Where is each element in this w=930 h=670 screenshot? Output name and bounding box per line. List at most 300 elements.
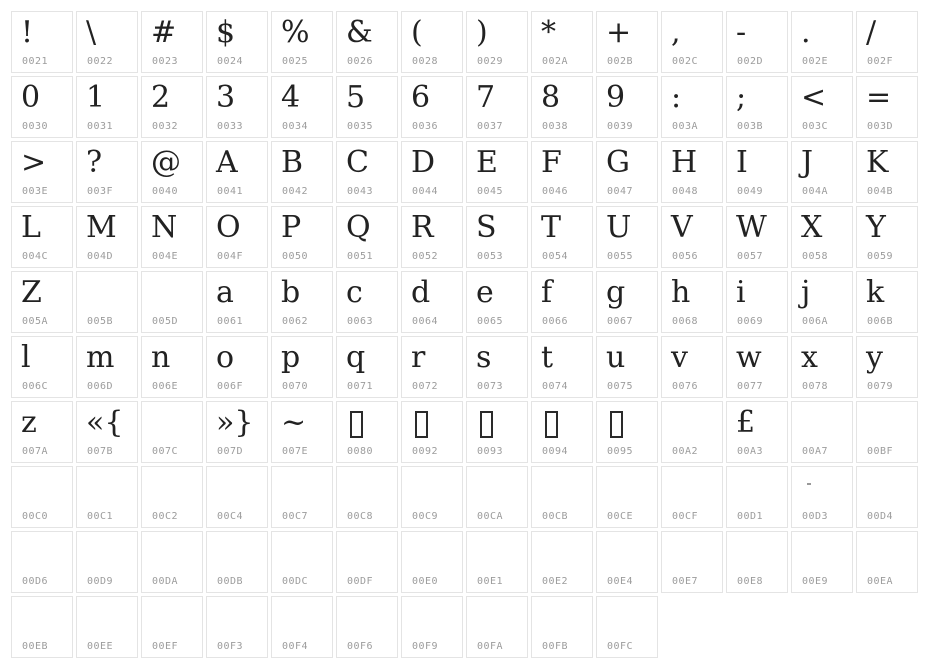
glyph: X xyxy=(801,210,823,245)
codepoint-label: 004D xyxy=(87,251,114,262)
codepoint-label: 0055 xyxy=(607,251,634,262)
glyph: < xyxy=(801,80,827,115)
codepoint-label: 0094 xyxy=(542,446,569,457)
glyph-cell xyxy=(11,596,73,658)
codepoint-label: 00C0 xyxy=(22,511,49,522)
glyph xyxy=(77,272,137,275)
glyph-cell xyxy=(11,531,73,593)
codepoint-label: 006F xyxy=(217,381,244,392)
glyph: A xyxy=(216,145,238,180)
missing-glyph-box-icon xyxy=(545,411,558,438)
glyph-cell xyxy=(141,466,203,528)
glyph xyxy=(597,597,657,600)
codepoint-label: 00CA xyxy=(477,511,504,522)
glyph-cell xyxy=(531,466,593,528)
glyph xyxy=(597,532,657,535)
glyph xyxy=(467,532,527,535)
glyph xyxy=(727,467,787,470)
glyph: r xyxy=(411,340,426,375)
codepoint-label: 0052 xyxy=(412,251,439,262)
codepoint-label: 0021 xyxy=(22,56,49,67)
codepoint-label: 0079 xyxy=(867,381,894,392)
codepoint-label: 0050 xyxy=(282,251,309,262)
codepoint-label: 00FB xyxy=(542,641,569,652)
codepoint-label: 003E xyxy=(22,186,49,197)
glyph: O xyxy=(216,210,241,245)
glyph xyxy=(402,532,462,535)
glyph xyxy=(272,532,332,535)
glyph: i xyxy=(736,275,746,310)
glyph: \ xyxy=(86,15,97,50)
glyph-cell xyxy=(856,11,918,73)
glyph-cell xyxy=(596,596,658,658)
glyph-cell xyxy=(76,466,138,528)
glyph xyxy=(207,467,267,470)
glyph-cell xyxy=(726,336,788,398)
tiny-accent-mark-icon xyxy=(807,483,811,485)
codepoint-label: 0034 xyxy=(282,121,309,132)
glyph-cell xyxy=(531,531,593,593)
glyph: q xyxy=(346,340,366,375)
glyph: N xyxy=(151,210,178,245)
glyph-cell xyxy=(726,401,788,463)
glyph-cell xyxy=(11,401,73,463)
glyph xyxy=(142,532,202,535)
glyph-cell xyxy=(726,76,788,138)
codepoint-label: 00C1 xyxy=(87,511,114,522)
glyph-cell xyxy=(271,271,333,333)
glyph-cell xyxy=(531,271,593,333)
glyph: d xyxy=(411,275,431,310)
glyph: h xyxy=(671,275,691,310)
glyph: G xyxy=(606,145,630,180)
glyph xyxy=(142,467,202,470)
codepoint-label: 00FA xyxy=(477,641,504,652)
glyph: + xyxy=(606,15,632,50)
codepoint-label: 0058 xyxy=(802,251,829,262)
codepoint-label: 00E7 xyxy=(672,576,699,587)
glyph-cell xyxy=(336,271,398,333)
glyph-cell xyxy=(336,401,398,463)
glyph-cell xyxy=(791,336,853,398)
codepoint-label: 0028 xyxy=(412,56,439,67)
codepoint-label: 00E2 xyxy=(542,576,569,587)
codepoint-label: 0078 xyxy=(802,381,829,392)
glyph-cell xyxy=(141,76,203,138)
codepoint-label: 0047 xyxy=(607,186,634,197)
glyph xyxy=(857,402,917,405)
glyph-cell xyxy=(206,336,268,398)
codepoint-label: 003F xyxy=(87,186,114,197)
glyph: W xyxy=(736,210,767,245)
glyph: & xyxy=(346,15,373,50)
glyph xyxy=(272,467,332,470)
codepoint-label: 0074 xyxy=(542,381,569,392)
codepoint-label: 0076 xyxy=(672,381,699,392)
glyph-cell xyxy=(11,76,73,138)
glyph xyxy=(337,532,397,535)
glyph-cell xyxy=(726,206,788,268)
codepoint-label: 00DF xyxy=(347,576,374,587)
glyph-cell xyxy=(206,206,268,268)
glyph-cell xyxy=(271,141,333,203)
glyph-cell xyxy=(11,206,73,268)
glyph-cell xyxy=(466,11,528,73)
glyph: ! xyxy=(21,15,34,50)
glyph-cell xyxy=(661,11,723,73)
glyph xyxy=(402,467,462,470)
glyph-cell xyxy=(791,76,853,138)
glyph: c xyxy=(346,275,363,310)
glyph-cell xyxy=(336,531,398,593)
codepoint-label: 00EB xyxy=(22,641,49,652)
glyph: Y xyxy=(866,210,886,245)
glyph-cell xyxy=(791,531,853,593)
codepoint-label: 0057 xyxy=(737,251,764,262)
glyph: j xyxy=(801,275,811,310)
codepoint-label: 00E8 xyxy=(737,576,764,587)
codepoint-label: 00D6 xyxy=(22,576,49,587)
glyph: f xyxy=(541,275,553,310)
glyph-cell xyxy=(206,531,268,593)
codepoint-label: 0030 xyxy=(22,121,49,132)
codepoint-label: 00D9 xyxy=(87,576,114,587)
glyph: b xyxy=(281,275,301,310)
glyph-cell xyxy=(661,466,723,528)
glyph-cell xyxy=(76,401,138,463)
glyph xyxy=(792,532,852,535)
codepoint-label: 0040 xyxy=(152,186,179,197)
codepoint-label: 004E xyxy=(152,251,179,262)
glyph-cell xyxy=(791,401,853,463)
glyph: «{ xyxy=(86,405,124,440)
glyph-cell xyxy=(726,141,788,203)
glyph: 0 xyxy=(21,80,41,115)
glyph-cell xyxy=(401,531,463,593)
codepoint-label: 003D xyxy=(867,121,894,132)
codepoint-label: 0037 xyxy=(477,121,504,132)
glyph-cell xyxy=(596,76,658,138)
codepoint-label: 0065 xyxy=(477,316,504,327)
glyph-cell xyxy=(661,206,723,268)
codepoint-label: 0044 xyxy=(412,186,439,197)
codepoint-label: 0054 xyxy=(542,251,569,262)
glyph xyxy=(662,467,722,470)
glyph: 1 xyxy=(86,80,106,115)
glyph xyxy=(792,467,852,470)
glyph: Q xyxy=(346,210,371,245)
glyph: I xyxy=(736,145,748,180)
glyph-cell xyxy=(466,596,528,658)
glyph-cell xyxy=(271,206,333,268)
glyph-cell xyxy=(596,11,658,73)
codepoint-label: 00C9 xyxy=(412,511,439,522)
glyph: > xyxy=(21,145,47,180)
glyph: p xyxy=(281,340,301,375)
glyph xyxy=(142,402,202,405)
codepoint-label: 0043 xyxy=(347,186,374,197)
glyph-cell xyxy=(336,336,398,398)
glyph: z xyxy=(21,405,37,440)
glyph: , xyxy=(671,15,681,50)
codepoint-label: 006A xyxy=(802,316,829,327)
glyph xyxy=(662,532,722,535)
glyph: U xyxy=(606,210,632,245)
codepoint-label: 00DB xyxy=(217,576,244,587)
glyph: / xyxy=(866,15,877,50)
glyph-cell xyxy=(76,11,138,73)
glyph-cell xyxy=(531,76,593,138)
glyph-cell xyxy=(531,141,593,203)
missing-glyph-box-icon xyxy=(415,411,428,438)
glyph-cell xyxy=(466,141,528,203)
glyph: 7 xyxy=(476,80,496,115)
codepoint-label: 0072 xyxy=(412,381,439,392)
codepoint-label: 0095 xyxy=(607,446,634,457)
glyph xyxy=(337,597,397,600)
glyph-cell xyxy=(661,271,723,333)
glyph-cell xyxy=(336,141,398,203)
glyph xyxy=(12,532,72,535)
glyph: »} xyxy=(216,405,254,440)
codepoint-label: 0051 xyxy=(347,251,374,262)
glyph-cell xyxy=(596,336,658,398)
codepoint-label: 00DA xyxy=(152,576,179,587)
glyph-cell xyxy=(206,596,268,658)
codepoint-label: 00E0 xyxy=(412,576,439,587)
glyph: # xyxy=(151,15,177,50)
missing-glyph-box-icon xyxy=(480,411,493,438)
glyph xyxy=(467,467,527,470)
codepoint-label: 00C7 xyxy=(282,511,309,522)
codepoint-label: 007C xyxy=(152,446,179,457)
glyph xyxy=(792,402,852,405)
codepoint-label: 0093 xyxy=(477,446,504,457)
glyph: E xyxy=(476,145,498,180)
glyph-cell xyxy=(271,531,333,593)
glyph xyxy=(857,532,917,535)
glyph-cell xyxy=(661,401,723,463)
glyph: k xyxy=(866,275,885,310)
glyph-cell xyxy=(531,596,593,658)
codepoint-label: 0092 xyxy=(412,446,439,457)
codepoint-label: 00FC xyxy=(607,641,634,652)
glyph: g xyxy=(606,275,626,310)
codepoint-label: 00E9 xyxy=(802,576,829,587)
codepoint-label: 0068 xyxy=(672,316,699,327)
glyph: 8 xyxy=(541,80,561,115)
glyph: Z xyxy=(21,275,42,310)
glyph-cell xyxy=(531,401,593,463)
glyph-cell xyxy=(401,401,463,463)
glyph-cell xyxy=(726,531,788,593)
codepoint-label: 003B xyxy=(737,121,764,132)
glyph: B xyxy=(281,145,304,180)
glyph-cell xyxy=(401,141,463,203)
codepoint-label: 0026 xyxy=(347,56,374,67)
glyph-cell xyxy=(76,531,138,593)
codepoint-label: 0032 xyxy=(152,121,179,132)
glyph-cell xyxy=(206,466,268,528)
codepoint-label: 00CF xyxy=(672,511,699,522)
glyph: $ xyxy=(216,15,236,50)
glyph: u xyxy=(606,340,626,375)
codepoint-label: 003C xyxy=(802,121,829,132)
glyph-cell xyxy=(466,531,528,593)
glyph-cell xyxy=(401,336,463,398)
glyph-cell xyxy=(791,206,853,268)
codepoint-label: 00E4 xyxy=(607,576,634,587)
glyph-cell xyxy=(531,206,593,268)
codepoint-label: 0071 xyxy=(347,381,374,392)
glyph: y xyxy=(866,340,883,375)
codepoint-label: 004A xyxy=(802,186,829,197)
glyph-cell xyxy=(466,271,528,333)
codepoint-label: 00D4 xyxy=(867,511,894,522)
glyph xyxy=(337,467,397,470)
glyph: ) xyxy=(476,15,488,50)
codepoint-label: 0033 xyxy=(217,121,244,132)
glyph-cell xyxy=(856,76,918,138)
glyph-cell xyxy=(401,596,463,658)
glyph-cell xyxy=(76,141,138,203)
glyph xyxy=(532,532,592,535)
glyph: - xyxy=(736,15,747,50)
glyph-cell xyxy=(76,596,138,658)
codepoint-label: 0073 xyxy=(477,381,504,392)
glyph xyxy=(77,467,137,470)
glyph-cell xyxy=(791,466,853,528)
codepoint-label: 0046 xyxy=(542,186,569,197)
codepoint-label: 0077 xyxy=(737,381,764,392)
codepoint-label: 00C8 xyxy=(347,511,374,522)
glyph-cell xyxy=(466,206,528,268)
codepoint-label: 00E1 xyxy=(477,576,504,587)
codepoint-label: 00D1 xyxy=(737,511,764,522)
codepoint-label: 00A2 xyxy=(672,446,699,457)
glyph xyxy=(532,597,592,600)
glyph: t xyxy=(541,340,554,375)
glyph-cell xyxy=(141,531,203,593)
glyph-cell xyxy=(791,11,853,73)
glyph-cell xyxy=(11,336,73,398)
codepoint-label: 00D3 xyxy=(802,511,829,522)
glyph-cell xyxy=(401,271,463,333)
codepoint-label: 0039 xyxy=(607,121,634,132)
glyph: ; xyxy=(736,80,747,115)
glyph-cell xyxy=(206,141,268,203)
glyph-cell xyxy=(531,336,593,398)
codepoint-label: 007D xyxy=(217,446,244,457)
codepoint-label: 0056 xyxy=(672,251,699,262)
glyph: 3 xyxy=(216,80,236,115)
glyph xyxy=(467,402,527,447)
glyph xyxy=(142,272,202,275)
codepoint-label: 0024 xyxy=(217,56,244,67)
codepoint-label: 00A3 xyxy=(737,446,764,457)
glyph-cell xyxy=(206,11,268,73)
glyph-cell xyxy=(596,531,658,593)
glyph: P xyxy=(281,210,302,245)
glyph-cell xyxy=(531,11,593,73)
glyph: = xyxy=(866,80,892,115)
glyph-cell xyxy=(141,206,203,268)
glyph-cell xyxy=(401,76,463,138)
glyph-cell xyxy=(856,206,918,268)
glyph: ? xyxy=(86,145,103,180)
glyph-cell xyxy=(206,271,268,333)
glyph xyxy=(142,597,202,600)
codepoint-label: 0059 xyxy=(867,251,894,262)
glyph: J xyxy=(801,145,814,180)
glyph-cell xyxy=(336,206,398,268)
codepoint-label: 005D xyxy=(152,316,179,327)
glyph-cell xyxy=(141,271,203,333)
glyph xyxy=(77,532,137,535)
glyph xyxy=(207,597,267,600)
glyph xyxy=(77,597,137,600)
codepoint-label: 0036 xyxy=(412,121,439,132)
codepoint-label: 00BF xyxy=(867,446,894,457)
codepoint-label: 002F xyxy=(867,56,894,67)
glyph xyxy=(597,402,657,447)
codepoint-label: 005B xyxy=(87,316,114,327)
glyph-cell xyxy=(856,336,918,398)
codepoint-label: 002B xyxy=(607,56,634,67)
glyph-cell xyxy=(336,11,398,73)
glyph xyxy=(857,467,917,470)
glyph-cell xyxy=(856,401,918,463)
glyph-cell xyxy=(466,466,528,528)
glyph-cell xyxy=(856,466,918,528)
glyph-cell xyxy=(271,76,333,138)
glyph-cell xyxy=(206,76,268,138)
codepoint-label: 002D xyxy=(737,56,764,67)
glyph xyxy=(467,597,527,600)
codepoint-label: 00EE xyxy=(87,641,114,652)
codepoint-label: 0041 xyxy=(217,186,244,197)
glyph-cell xyxy=(661,336,723,398)
glyph-cell xyxy=(206,401,268,463)
glyph-cell xyxy=(76,336,138,398)
codepoint-label: 0063 xyxy=(347,316,374,327)
glyph xyxy=(532,402,592,447)
codepoint-label: 002A xyxy=(542,56,569,67)
codepoint-label: 00F4 xyxy=(282,641,309,652)
codepoint-label: 00C4 xyxy=(217,511,244,522)
codepoint-label: 004F xyxy=(217,251,244,262)
codepoint-label: 00F6 xyxy=(347,641,374,652)
codepoint-label: 0064 xyxy=(412,316,439,327)
codepoint-label: 007E xyxy=(282,446,309,457)
glyph-cell xyxy=(141,11,203,73)
glyph: L xyxy=(21,210,41,245)
codepoint-label: 0023 xyxy=(152,56,179,67)
glyph: 6 xyxy=(411,80,431,115)
glyph xyxy=(402,402,462,447)
glyph: 4 xyxy=(281,80,301,115)
codepoint-label: 00EF xyxy=(152,641,179,652)
codepoint-label: 0035 xyxy=(347,121,374,132)
glyph-cell xyxy=(726,11,788,73)
codepoint-label: 00EA xyxy=(867,576,894,587)
glyph-cell xyxy=(596,271,658,333)
codepoint-label: 0045 xyxy=(477,186,504,197)
glyph-cell xyxy=(466,76,528,138)
codepoint-label: 00CB xyxy=(542,511,569,522)
glyph: % xyxy=(281,15,310,50)
glyph-cell xyxy=(596,401,658,463)
